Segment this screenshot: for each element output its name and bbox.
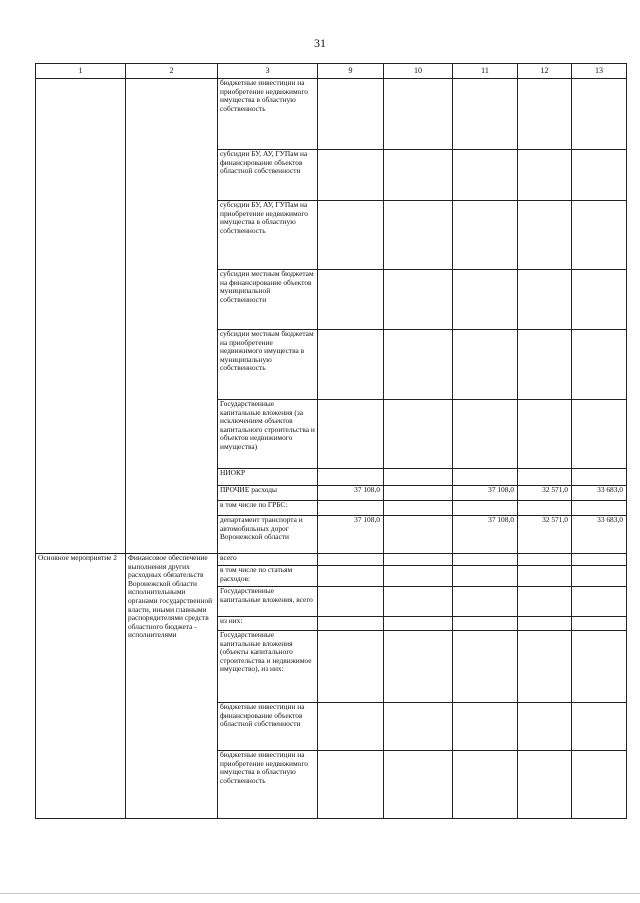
- expense-type-cell: бюджетные инвестиции на приобретение недвижимого имущества в областную собственность: [218, 79, 318, 150]
- value-cell: 32 571,0: [518, 486, 572, 501]
- value-cell: [518, 631, 572, 703]
- activity-name-cell: Основное мероприятие 2: [36, 554, 126, 819]
- value-cell: [318, 469, 384, 486]
- value-cell: [318, 150, 384, 201]
- col2-cell: [126, 79, 218, 554]
- value-cell: [572, 631, 627, 703]
- value-cell: [453, 703, 518, 751]
- value-cell: [572, 751, 627, 819]
- value-cell: [518, 554, 572, 566]
- value-cell: 32 571,0: [518, 516, 572, 554]
- value-cell: [518, 617, 572, 631]
- value-cell: [318, 330, 384, 400]
- value-cell: [518, 201, 572, 270]
- value-cell: [384, 469, 453, 486]
- value-cell: [453, 150, 518, 201]
- value-cell: [384, 501, 453, 516]
- value-cell: [572, 587, 627, 617]
- header-cell: 3: [218, 64, 318, 79]
- value-cell: [518, 751, 572, 819]
- value-cell: [518, 587, 572, 617]
- expense-type-cell: бюджетные инвестиции на приобретение недвижимого имущества в областную собственность: [218, 751, 318, 819]
- expense-type-cell: из них:: [218, 617, 318, 631]
- value-cell: [518, 270, 572, 330]
- expense-type-cell: бюджетные инвестиции на финансирование объектов областной собственности: [218, 703, 318, 751]
- table-row: [36, 554, 627, 566]
- value-cell: [453, 751, 518, 819]
- value-cell: [572, 330, 627, 400]
- header-row: [36, 64, 627, 79]
- value-cell: [453, 400, 518, 469]
- expense-type-cell: Государственные капитальные вложения (объекты капитального строительства и недвижимое имущество), из них:: [218, 631, 318, 703]
- expense-type-cell: Государственные капитальные вложения, всего: [218, 587, 318, 617]
- value-cell: [572, 554, 627, 566]
- value-cell: [384, 554, 453, 566]
- value-cell: [518, 469, 572, 486]
- value-cell: [384, 587, 453, 617]
- value-cell: [453, 469, 518, 486]
- value-cell: [453, 617, 518, 631]
- value-cell: [518, 501, 572, 516]
- value-cell: 37 108,0: [318, 516, 384, 554]
- header-cell: 9: [318, 64, 384, 79]
- value-cell: [518, 330, 572, 400]
- value-cell: [572, 617, 627, 631]
- value-cell: [453, 587, 518, 617]
- value-cell: 37 108,0: [453, 516, 518, 554]
- page-number: 31: [314, 36, 326, 50]
- expense-type-cell: в том числе по статьям расходов:: [218, 566, 318, 587]
- value-cell: [318, 566, 384, 587]
- value-cell: [318, 201, 384, 270]
- value-cell: [318, 270, 384, 330]
- value-cell: [384, 631, 453, 703]
- value-cell: [384, 617, 453, 631]
- value-cell: 33 683,0: [572, 486, 627, 501]
- value-cell: [318, 79, 384, 150]
- value-cell: [572, 400, 627, 469]
- expense-type-cell: субсидии БУ, АУ, ГУПам на приобретение недвижимого имущества в областную собственность: [218, 201, 318, 270]
- value-cell: [318, 751, 384, 819]
- header-cell: 1: [36, 64, 126, 79]
- value-cell: [384, 150, 453, 201]
- value-cell: [384, 703, 453, 751]
- value-cell: [384, 400, 453, 469]
- value-cell: [572, 703, 627, 751]
- value-cell: [572, 79, 627, 150]
- value-cell: [572, 201, 627, 270]
- budget-table: [35, 63, 627, 819]
- value-cell: 37 108,0: [453, 486, 518, 501]
- value-cell: [318, 703, 384, 751]
- value-cell: [518, 79, 572, 150]
- expense-type-cell: субсидии местным бюджетам на приобретение недвижимого имущества в муниципальную собственность: [218, 330, 318, 400]
- value-cell: [572, 469, 627, 486]
- expense-type-cell: субсидии местным бюджетам на финансирование объектов муниципальной собственности: [218, 270, 318, 330]
- header-cell: 11: [453, 64, 518, 79]
- value-cell: [384, 270, 453, 330]
- header-cell: 12: [518, 64, 572, 79]
- value-cell: [572, 150, 627, 201]
- expense-type-cell: всего: [218, 554, 318, 566]
- expense-type-cell: субсидии БУ, АУ, ГУПам на финансирование объектов областной собственности: [218, 150, 318, 201]
- col1-cell: [36, 79, 126, 554]
- value-cell: [318, 631, 384, 703]
- value-cell: [318, 400, 384, 469]
- value-cell: [453, 330, 518, 400]
- expense-type-cell: ПРОЧИЕ расходы: [218, 486, 318, 501]
- value-cell: [384, 751, 453, 819]
- expense-type-cell: Государственные капитальные вложения (за исключением объектов капитального строительства и объектов недвижимого имущества): [218, 400, 318, 469]
- page-bottom-divider: [0, 893, 640, 894]
- header-cell: 10: [384, 64, 453, 79]
- value-cell: [318, 501, 384, 516]
- value-cell: [453, 631, 518, 703]
- value-cell: [572, 270, 627, 330]
- value-cell: [318, 617, 384, 631]
- value-cell: [453, 201, 518, 270]
- value-cell: [318, 587, 384, 617]
- value-cell: [453, 566, 518, 587]
- value-cell: [453, 270, 518, 330]
- header-cell: 13: [572, 64, 627, 79]
- value-cell: [572, 566, 627, 587]
- value-cell: [518, 703, 572, 751]
- value-cell: [318, 554, 384, 566]
- value-cell: [518, 566, 572, 587]
- value-cell: [453, 501, 518, 516]
- expense-type-cell: НИОКР: [218, 469, 318, 486]
- value-cell: [384, 330, 453, 400]
- header-cell: 2: [126, 64, 218, 79]
- table-row: [36, 79, 627, 150]
- value-cell: [384, 79, 453, 150]
- value-cell: [384, 201, 453, 270]
- value-cell: [572, 501, 627, 516]
- expense-type-cell: департамент транспорта и автомобильных дорог Воронежской области: [218, 516, 318, 554]
- value-cell: 37 108,0: [318, 486, 384, 501]
- value-cell: [384, 516, 453, 554]
- value-cell: [384, 566, 453, 587]
- activity-description-cell: Финансовое обеспечение выполнения других расходных обязательств Воронежской области исполнительными органами государственной власти, иными главными распорядителями средств областного бюджета - исполнителями: [126, 554, 218, 819]
- value-cell: [518, 400, 572, 469]
- value-cell: [453, 554, 518, 566]
- value-cell: [384, 486, 453, 501]
- value-cell: 33 683,0: [572, 516, 627, 554]
- value-cell: [518, 150, 572, 201]
- expense-type-cell: в том числе по ГРБС:: [218, 501, 318, 516]
- value-cell: [453, 79, 518, 150]
